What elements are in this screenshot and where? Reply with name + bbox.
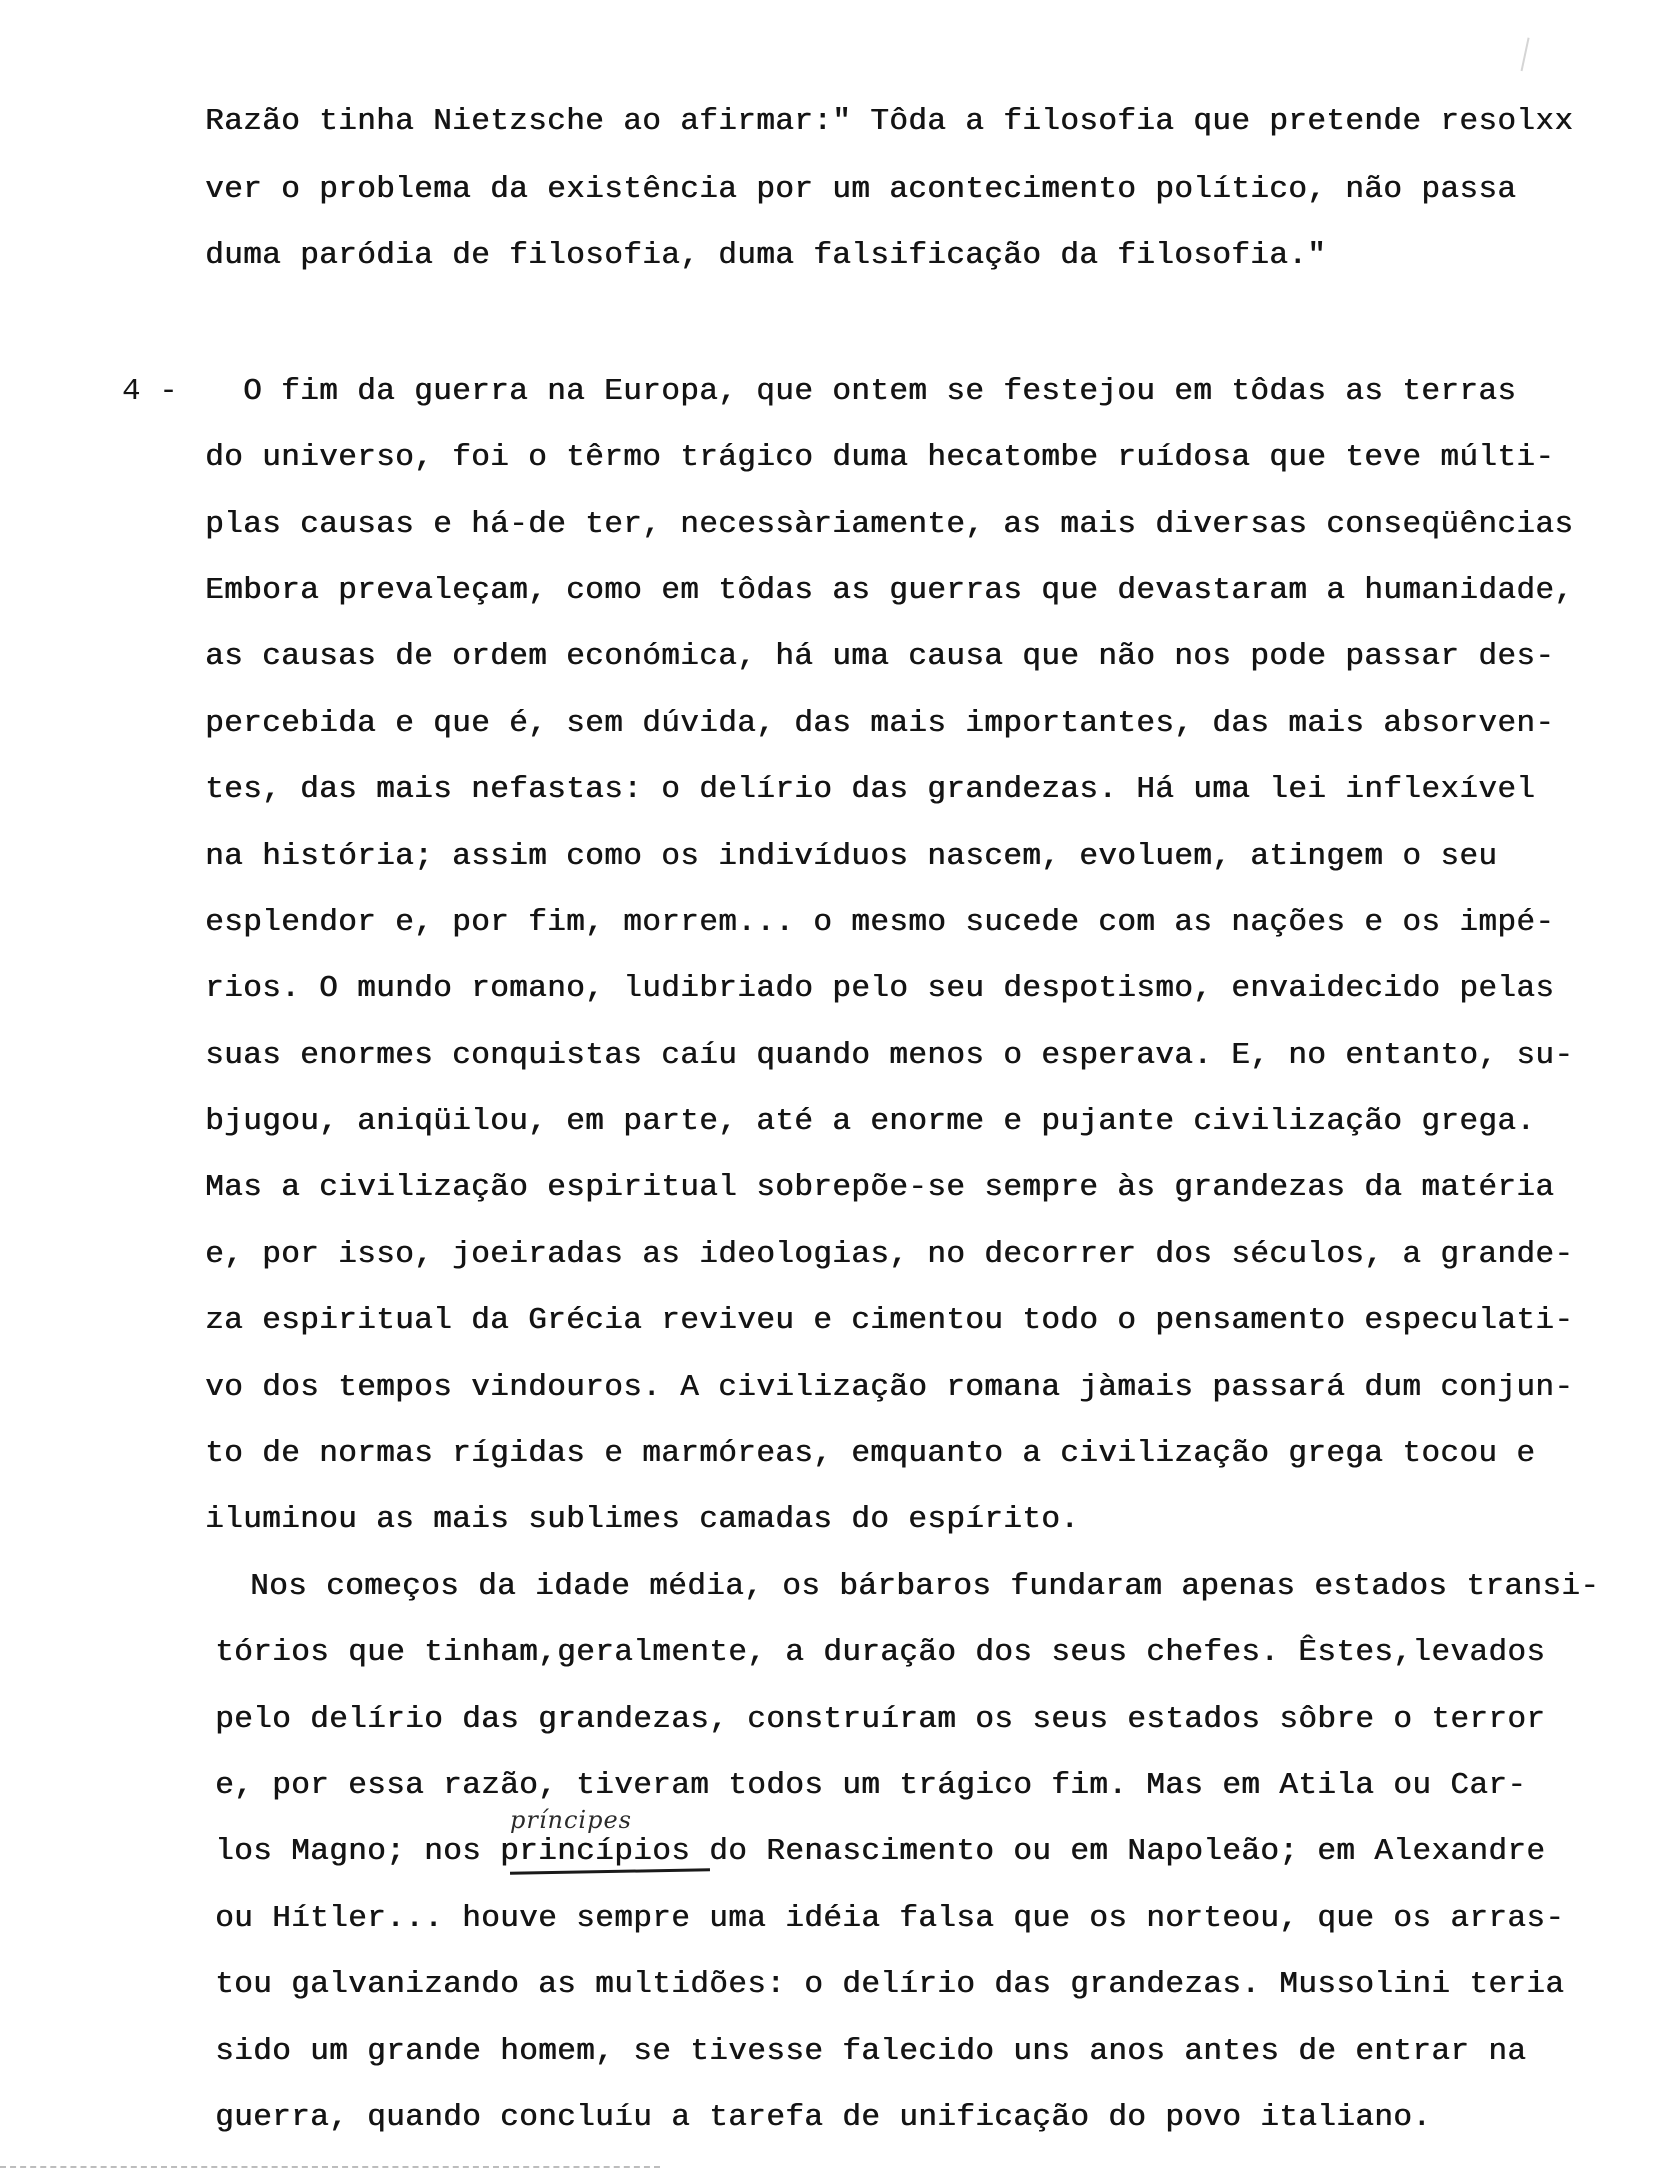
text-line-5: do universo, foi o têrmo trágico duma hecatombe ruídosa que teve múlti-	[205, 440, 1555, 475]
text-line-6: plas causas e há-de ter, necessàriamente, as mais diversas conseqüências	[205, 507, 1574, 542]
text-line-26: los Magno; nos princípios do Renascimento ou em Napoleão; em Alexandre	[215, 1834, 1546, 1869]
text-line-20: to de normas rígidas e marmóreas, emquanto a civilização grega tocou e	[205, 1436, 1536, 1471]
text-line-18: za espiritual da Grécia reviveu e cimentou todo o pensamento especulati-	[205, 1303, 1574, 1338]
text-line-15: bjugou, aniqüilou, em parte, até a enorme e pujante civilização grega.	[205, 1104, 1536, 1139]
text-line-16: Mas a civilização espiritual sobrepõe-se sempre às grandezas da matéria	[205, 1170, 1555, 1205]
text-line-17: e, por isso, joeiradas as ideologias, no decorrer dos séculos, a grande-	[205, 1237, 1574, 1272]
handwritten-correction: príncipes	[510, 1806, 632, 1834]
text-line-1: Razão tinha Nietzsche ao afirmar:" Tôda a filosofia que pretende resolxx	[205, 104, 1574, 139]
text-line-27: ou Hítler... houve sempre uma idéia falsa que os norteou, que os arras-	[215, 1901, 1565, 1936]
text-line-10: tes, das mais nefastas: o delírio das grandezas. Há uma lei inflexível	[205, 772, 1536, 807]
text-line-11: na história; assim como os indivíduos nascem, evoluem, atingem o seu	[205, 839, 1498, 874]
text-line-23: tórios que tinham,geralmente, a duração dos seus chefes. Êstes,levados	[215, 1635, 1546, 1670]
section-number: 4 -	[122, 374, 178, 409]
text-line-12: esplendor e, por fim, morrem... o mesmo sucede com as nações e os impé-	[205, 905, 1555, 940]
page-bottom-rule	[0, 2166, 660, 2170]
text-line-24: pelo delírio das grandezas, construíram os seus estados sôbre o terror	[215, 1702, 1546, 1737]
text-line-19: vo dos tempos vindouros. A civilização romana jàmais passará dum conjun-	[205, 1370, 1574, 1405]
text-line-3: duma paródia de filosofia, duma falsificação da filosofia."	[205, 238, 1327, 273]
text-line-4: O fim da guerra na Europa, que ontem se festejou em tôdas as terras	[243, 374, 1517, 409]
text-line-28: tou galvanizando as multidões: o delírio das grandezas. Mussolini teria	[215, 1967, 1565, 2002]
text-line-25: e, por essa razão, tiveram todos um trágico fim. Mas em Atila ou Car-	[215, 1768, 1527, 1803]
text-line-7: Embora prevaleçam, como em tôdas as guerras que devastaram a humanidade,	[205, 573, 1574, 608]
page-corner-mark	[1521, 38, 1536, 73]
text-line-8: as causas de ordem económica, há uma causa que não nos pode passar des-	[205, 639, 1555, 674]
text-line-2: ver o problema da existência por um acontecimento político, não passa	[205, 172, 1517, 207]
text-line-9: percebida e que é, sem dúvida, das mais importantes, das mais absorven-	[205, 706, 1555, 741]
text-line-14: suas enormes conquistas caíu quando menos o esperava. E, no entanto, su-	[205, 1038, 1574, 1073]
text-line-13: rios. O mundo romano, ludibriado pelo seu despotismo, envaidecido pelas	[205, 971, 1555, 1006]
text-line-21: iluminou as mais sublimes camadas do espírito.	[205, 1502, 1080, 1537]
text-line-29: sido um grande homem, se tivesse falecido uns anos antes de entrar na	[215, 2034, 1527, 2069]
text-line-22: Nos começos da idade média, os bárbaros fundaram apenas estados transi-	[250, 1569, 1600, 1604]
text-line-30: guerra, quando concluíu a tarefa de unificação do povo italiano.	[215, 2100, 1432, 2135]
